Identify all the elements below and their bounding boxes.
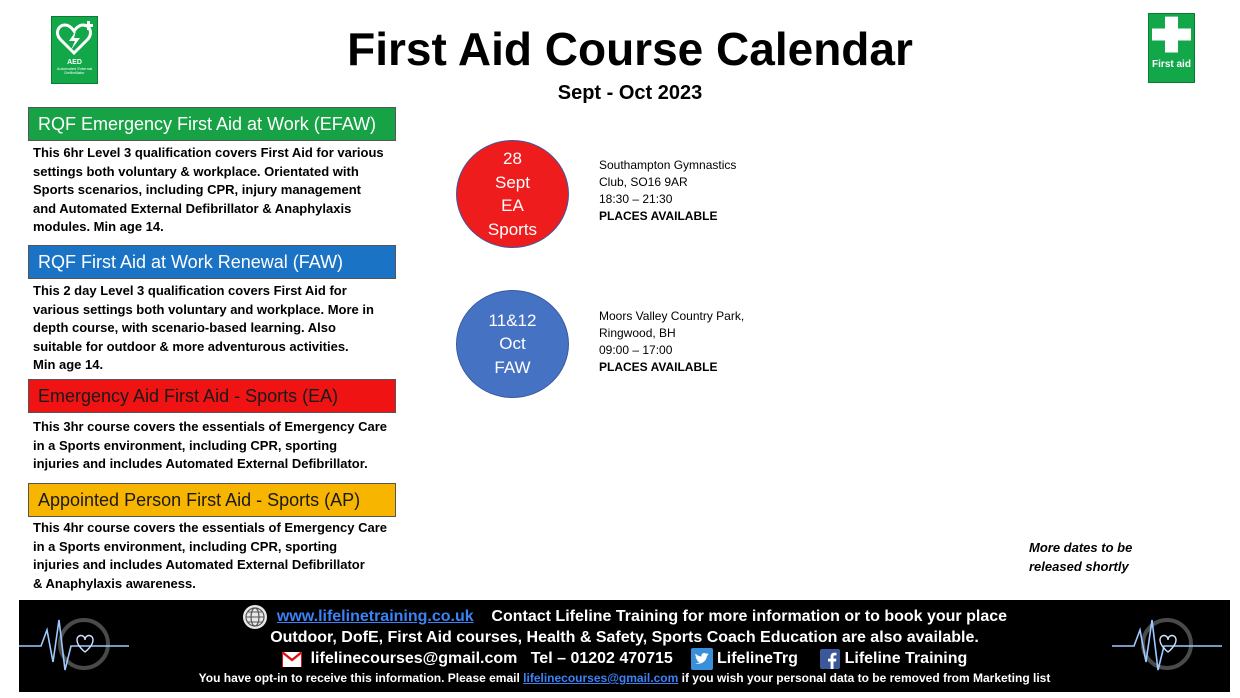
optin-text-post: if you wish your personal data to be removed from Marketing list <box>681 671 1051 685</box>
course-description-line: modules. Min age 14. <box>33 219 164 235</box>
optin-email-link[interactable]: lifelinecourses@gmail.com <box>523 671 679 685</box>
twitter-icon[interactable] <box>691 648 713 670</box>
footer-banner <box>19 600 1230 692</box>
course-description-line: injuries and includes Automated External Defibrillator. <box>33 456 368 472</box>
course-description-ap <box>33 519 399 593</box>
first-aid-logo-text: First aid <box>1152 59 1191 70</box>
aed-heart-icon <box>52 17 97 59</box>
aed-logo <box>51 16 98 84</box>
venue-line: 18:30 – 21:30 <box>599 192 673 206</box>
event-date-line: Oct <box>499 334 526 354</box>
course-description-line: in a Sports environment, including CPR, sporting <box>33 538 338 554</box>
course-description-line: in a Sports environment, including CPR, sporting <box>33 437 338 453</box>
event-date-circle-faw <box>456 290 569 398</box>
aed-logo-text: AED <box>67 59 82 66</box>
course-heading-efaw: RQF Emergency First Aid at Work (EFAW) <box>28 107 396 141</box>
event-date-line: 11&12 <box>488 310 537 330</box>
course-description-line: depth course, with scenario-based learning. Also <box>33 320 336 336</box>
course-description-line: This 3hr course covers the essentials of Emergency Care <box>33 419 388 434</box>
course-description-line: & Anaphylaxis awareness. <box>33 575 196 591</box>
course-description-ea <box>33 418 399 474</box>
first-aid-cross-icon <box>1149 14 1194 58</box>
aed-logo-subtext: Automated External Defibrillator <box>56 66 93 75</box>
contact-text: Contact Lifeline Training for more information or to book your place <box>491 608 1008 626</box>
more-dates-note <box>1029 539 1179 576</box>
course-heading-faw: RQF First Aid at Work Renewal (FAW) <box>28 245 396 279</box>
course-description-line: Sports scenarios, including CPR, injury management <box>33 182 361 198</box>
course-description-faw <box>33 282 399 375</box>
course-description-line: injuries and includes Automated External Defibrillator <box>33 557 365 573</box>
event-date-line: Sept <box>495 172 530 192</box>
event-venue-faw <box>599 308 744 376</box>
availability-status: PLACES AVAILABLE <box>599 209 718 223</box>
course-heading-ap: Appointed Person First Aid - Sports (AP) <box>28 483 396 517</box>
course-description-line: This 4hr course covers the essentials of Emergency Care <box>33 520 388 535</box>
course-heading-ea: Emergency Aid First Aid - Sports (EA) <box>28 379 396 413</box>
course-description-line: This 2 day Level 3 qualification covers First Aid for <box>33 283 347 298</box>
contact-phone: Tel – 01202 470715 <box>530 650 673 668</box>
page-subtitle: Sept - Oct 2023 <box>557 82 703 104</box>
optin-text-pre: You have opt-in to receive this information. Please email <box>198 671 520 685</box>
availability-status: PLACES AVAILABLE <box>599 360 718 374</box>
more-dates-line: More dates to be <box>1029 540 1133 555</box>
event-date-circle-ea <box>456 140 569 248</box>
course-description-line: various settings both voluntary and workplace. More in <box>33 301 374 317</box>
optin-notice <box>19 670 1230 686</box>
event-date-line: EA <box>501 196 524 215</box>
event-date-line: FAW <box>494 357 531 377</box>
course-description-line: and Automated External Defibrillator & Anaphylaxis <box>33 200 352 216</box>
mail-icon <box>282 652 302 667</box>
event-date-line: Sports <box>487 219 538 239</box>
venue-line: Moors Valley Country Park, <box>599 309 745 323</box>
first-aid-logo <box>1148 13 1195 83</box>
course-description-line: suitable for outdoor & more adventurous activities. <box>33 338 349 354</box>
facebook-icon[interactable] <box>820 649 840 669</box>
facebook-name[interactable]: Lifeline Training <box>844 650 968 668</box>
page-title: First Aid Course Calendar <box>347 23 913 75</box>
contact-email[interactable]: lifelinecourses@gmail.com <box>310 650 518 668</box>
course-description-line: Min age 14. <box>33 357 104 373</box>
footer-line-contacts <box>19 648 1230 670</box>
course-description-efaw <box>33 144 399 237</box>
venue-line: 09:00 – 17:00 <box>599 343 673 357</box>
venue-line: Club, SO16 9AR <box>599 175 688 189</box>
services-text: Outdoor, DofE, First Aid courses, Health & Safety, Sports Coach Education are also available. <box>270 629 979 646</box>
course-description-line: settings both voluntary & workplace. Orientated with <box>33 163 359 179</box>
course-description-line: This 6hr Level 3 qualification covers First Aid for various <box>33 145 384 160</box>
venue-line: Ringwood, BH <box>599 326 676 340</box>
twitter-handle[interactable]: LifelineTrg <box>717 650 798 668</box>
venue-line: Southampton Gymnastics <box>599 158 737 172</box>
website-link[interactable]: www.lifelinetraining.co.uk <box>276 608 474 626</box>
more-dates-line: released shortly <box>1029 558 1129 574</box>
event-venue-ea <box>599 157 736 225</box>
event-date-line: 28 <box>503 149 522 168</box>
